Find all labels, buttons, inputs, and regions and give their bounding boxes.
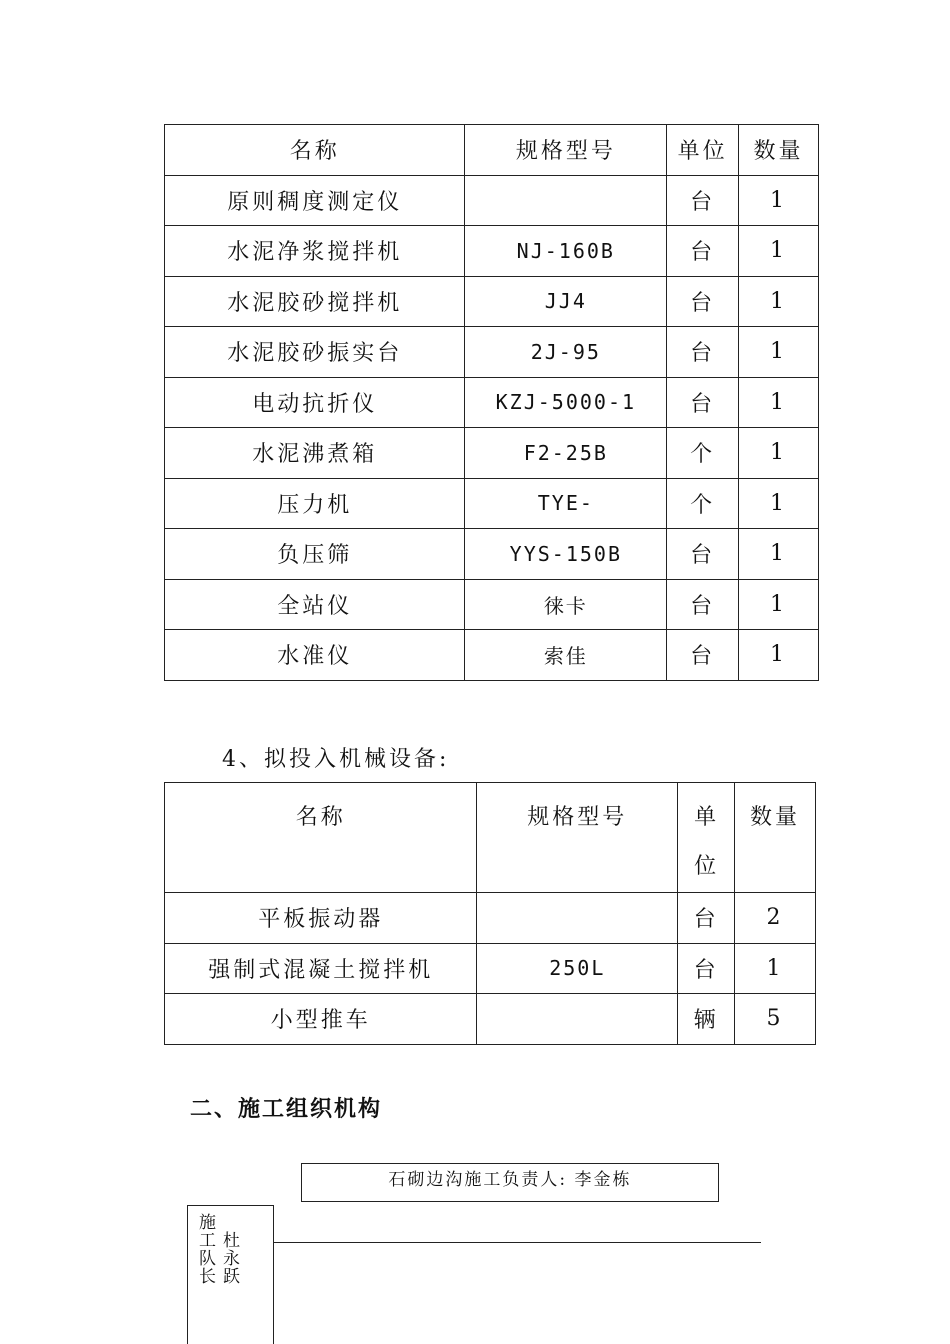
cell-unit: 个 — [667, 428, 739, 479]
table-row — [165, 226, 819, 277]
org-chart-top-box: 石砌边沟施工负责人: 李金栋 — [301, 1163, 719, 1202]
cell-unit: 台 — [667, 327, 739, 378]
cell-quantity: 1 — [739, 226, 819, 277]
section-2-title: 二、施工组织机构 — [190, 1097, 383, 1122]
cell-spec — [465, 175, 667, 226]
cell-quantity: 1 — [735, 943, 816, 994]
cell-name: 电动抗折仪 — [165, 377, 465, 428]
cell-unit: 台 — [667, 630, 739, 681]
header-name: 名称 — [165, 783, 477, 893]
cell-quantity: 1 — [739, 579, 819, 630]
cell-name: 小型推车 — [165, 994, 477, 1045]
cell-unit: 台 — [678, 893, 735, 944]
header-spec: 规格型号 — [477, 783, 678, 893]
leader-role: 施工队长 — [199, 1213, 216, 1287]
cell-name: 原则稠度测定仪 — [165, 175, 465, 226]
cell-quantity: 1 — [739, 327, 819, 378]
cell-spec: 2J-95 — [465, 327, 667, 378]
cell-quantity: 1 — [739, 529, 819, 580]
cell-spec: 徕卡 — [465, 579, 667, 630]
cell-unit: 台 — [667, 579, 739, 630]
table-row — [165, 276, 819, 327]
cell-quantity: 1 — [739, 175, 819, 226]
cell-name: 平板振动器 — [165, 893, 477, 944]
header-quantity: 数量 — [739, 125, 819, 176]
machinery-table — [164, 782, 816, 1045]
cell-unit: 台 — [667, 226, 739, 277]
cell-spec: JJ4 — [465, 276, 667, 327]
header-unit: 单位 — [678, 783, 735, 893]
cell-quantity: 1 — [739, 630, 819, 681]
table-header-row — [165, 125, 819, 176]
cell-quantity: 1 — [739, 478, 819, 529]
cell-unit: 台 — [667, 276, 739, 327]
cell-quantity: 1 — [739, 428, 819, 479]
cell-spec: NJ-160B — [465, 226, 667, 277]
cell-name: 水准仪 — [165, 630, 465, 681]
lab-equipment-table — [164, 124, 819, 681]
cell-spec: F2-25B — [465, 428, 667, 479]
cell-quantity: 2 — [735, 893, 816, 944]
org-chart-leader-box — [187, 1205, 274, 1344]
cell-name: 水泥净浆搅拌机 — [165, 226, 465, 277]
cell-spec: YYS-150B — [465, 529, 667, 580]
cell-unit: 台 — [678, 943, 735, 994]
table-row — [165, 579, 819, 630]
table-row — [165, 893, 816, 944]
header-unit: 单位 — [667, 125, 739, 176]
cell-name: 压力机 — [165, 478, 465, 529]
table-row — [165, 478, 819, 529]
table-row — [165, 428, 819, 479]
cell-name: 水泥胶砂振实台 — [165, 327, 465, 378]
table-header-row — [165, 783, 816, 893]
cell-quantity: 5 — [735, 994, 816, 1045]
cell-spec — [477, 893, 678, 944]
cell-spec: TYE- — [465, 478, 667, 529]
leader-name: 杜永跃 — [223, 1231, 240, 1287]
header-name: 名称 — [165, 125, 465, 176]
table-row — [165, 529, 819, 580]
cell-name: 全站仪 — [165, 579, 465, 630]
cell-name: 强制式混凝土搅拌机 — [165, 943, 477, 994]
cell-name: 水泥胶砂搅拌机 — [165, 276, 465, 327]
org-chart-connector-line — [273, 1242, 761, 1243]
header-quantity: 数量 — [735, 783, 816, 893]
table-row — [165, 994, 816, 1045]
table-row — [165, 630, 819, 681]
cell-unit: 台 — [667, 377, 739, 428]
cell-name: 水泥沸煮箱 — [165, 428, 465, 479]
cell-spec: 索佳 — [465, 630, 667, 681]
table-row — [165, 943, 816, 994]
cell-unit: 辆 — [678, 994, 735, 1045]
cell-name: 负压筛 — [165, 529, 465, 580]
table-row — [165, 377, 819, 428]
table-row — [165, 175, 819, 226]
cell-quantity: 1 — [739, 377, 819, 428]
section-4-caption: 4、拟投入机械设备: — [222, 747, 450, 772]
cell-spec: 250L — [477, 943, 678, 994]
cell-quantity: 1 — [739, 276, 819, 327]
header-spec: 规格型号 — [465, 125, 667, 176]
cell-unit: 台 — [667, 175, 739, 226]
cell-unit: 台 — [667, 529, 739, 580]
cell-spec — [477, 994, 678, 1045]
cell-spec: KZJ-5000-1 — [465, 377, 667, 428]
table-row — [165, 327, 819, 378]
cell-unit: 个 — [667, 478, 739, 529]
